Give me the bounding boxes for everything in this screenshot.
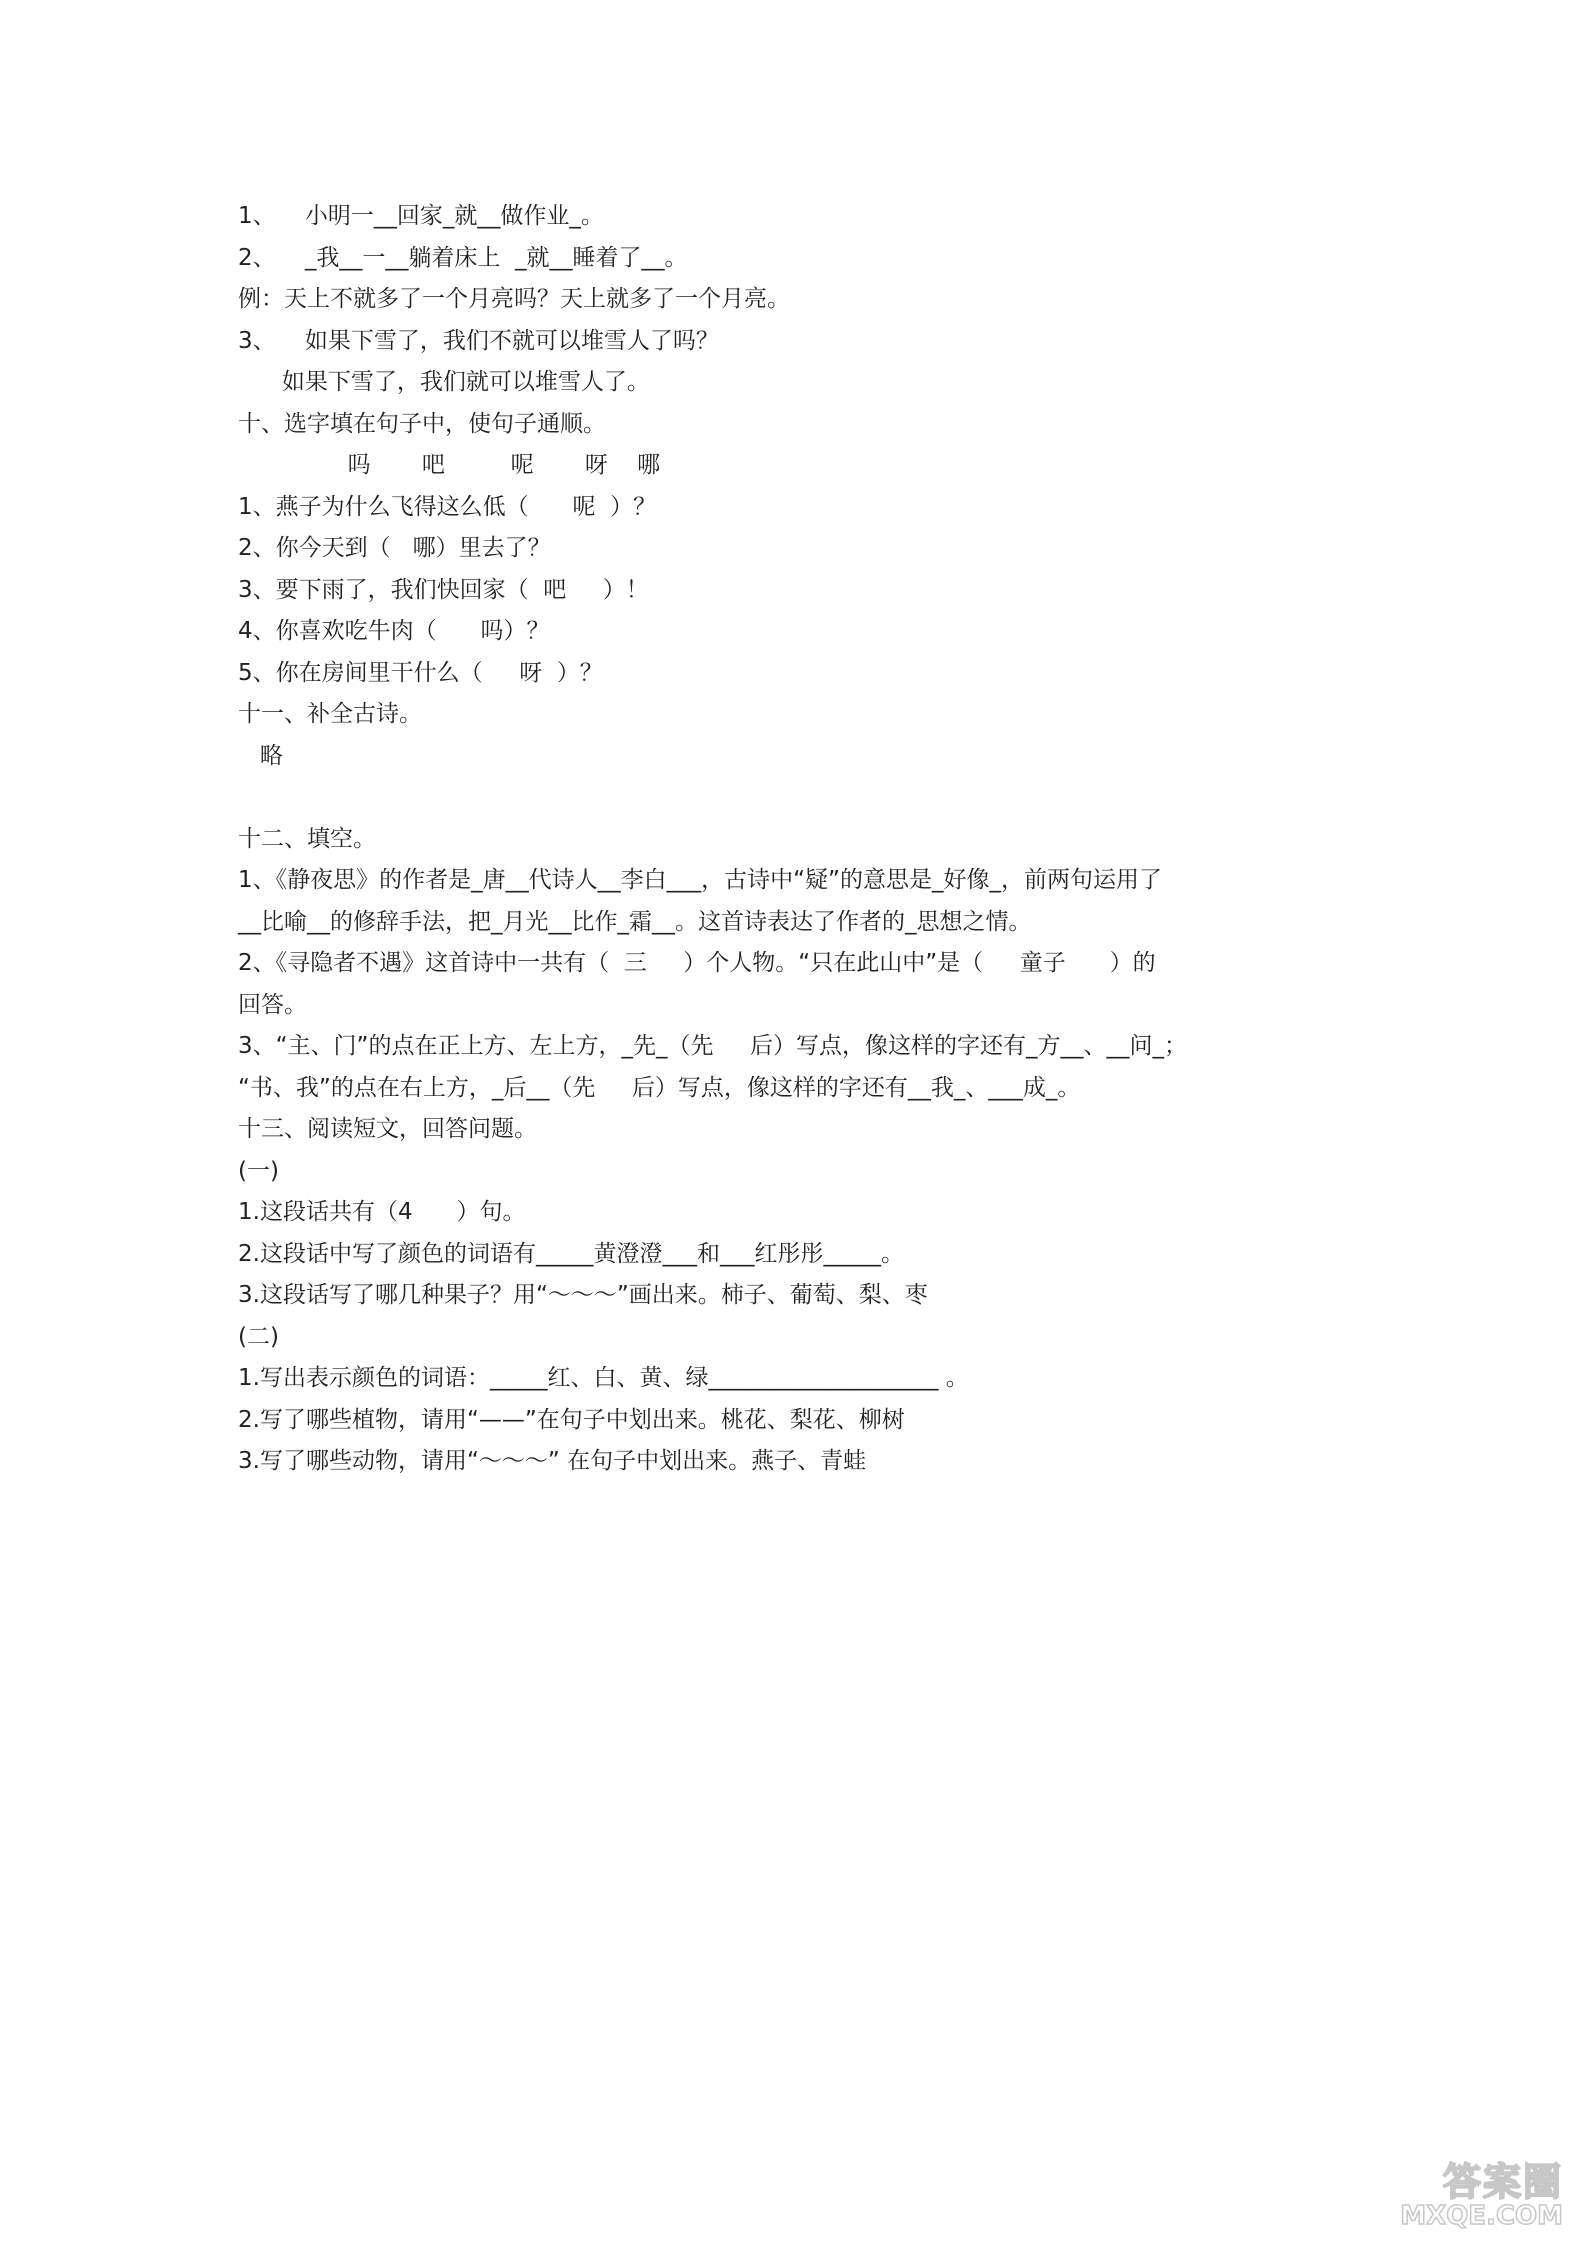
text-line: 3、 如果下雪了，我们不就可以堆雪人了吗？ (238, 327, 719, 354)
text-line: 1、燕子为什么飞得这么低（ 呢 ）？ (238, 493, 657, 520)
text-line: 2.写了哪些植物，请用“——”在句子中划出来。桃花、梨花、柳树 (238, 1406, 905, 1433)
text-line: 4、你喜欢吃牛肉（ 吗）？ (238, 618, 550, 644)
word-choices: 吗 吧 呢 呀 哪 (238, 452, 661, 478)
text-line: 1.这段话共有（4 ）句。 (238, 1199, 526, 1225)
text-line: 例：天上不就多了一个月亮吗？天上就多了一个月亮。 (238, 286, 790, 312)
text-line: 回答。 (238, 991, 307, 1018)
text-line: “书、我”的点在右上方，_后__（先 后）写点，像这样的字还有__我_、___成_。 (238, 1074, 1081, 1101)
answer-sheet-content (238, 196, 1358, 1483)
subsection-label: (一) (238, 1157, 279, 1184)
text-line: 1、 小明一__回家_就__做作业_。 (238, 203, 604, 229)
text-line: __比喻__的修辞手法，把_月光__比作_霜__。这首诗表达了作者的_思想之情。 (238, 908, 1032, 935)
subsection-label: (二) (238, 1323, 279, 1350)
text-line: 3、要下雨了，我们快回家（ 吧 ）！ (238, 576, 649, 603)
text-line: 3、“主、门”的点在正上方、左上方，_先_（先 后）写点，像这样的字还有_方__、__问_； (238, 1033, 1188, 1059)
text-line: 5、你在房间里干什么（ 呀 ）？ (238, 659, 603, 686)
section-heading: 十二、填空。 (238, 825, 376, 852)
watermark-url: MXQE.COM (1400, 2201, 1563, 2231)
text-line: 3.写了哪些动物，请用“～～～” 在句子中划出来。燕子、青蛙 (238, 1448, 867, 1474)
section-heading: 十一、补全古诗。 (238, 701, 422, 727)
text-line: 2、 _我__一__躺着床上 _就__睡着了__。 (238, 244, 688, 271)
text-line: 如果下雪了，我们就可以堆雪人了。 (238, 369, 650, 395)
text-line: 3.这段话写了哪几种果子？用“～～～”画出来。柿子、葡萄、梨、枣 (238, 1282, 928, 1308)
text-line: 2、《寻隐者不遇》这首诗中一共有（ 三 ）个人物。“只在此山中”是（ 童子 ）的 (238, 950, 1156, 976)
text-line: 1、《静夜思》的作者是_唐__代诗人__李白___，古诗中“疑”的意思是_好像_，前两句运用了 (238, 867, 1162, 893)
text-line: 略 (238, 742, 283, 769)
text-line: 2、你今天到（ 哪）里去了？ (238, 535, 551, 561)
watermark-logo-text: 答案圈 (1442, 2160, 1563, 2204)
watermark-logo (1348, 2161, 1563, 2231)
section-heading: 十三、阅读短文，回答问题。 (238, 1116, 537, 1142)
text-line: 1.写出表示颜色的词语：_____红、白、黄、绿____________________ 。 (238, 1365, 969, 1391)
text-line: 2.这段话中写了颜色的词语有_____黄澄澄___和___红彤彤_____。 (238, 1240, 904, 1267)
section-heading: 十、选字填在句子中，使句子通顺。 (238, 410, 606, 437)
